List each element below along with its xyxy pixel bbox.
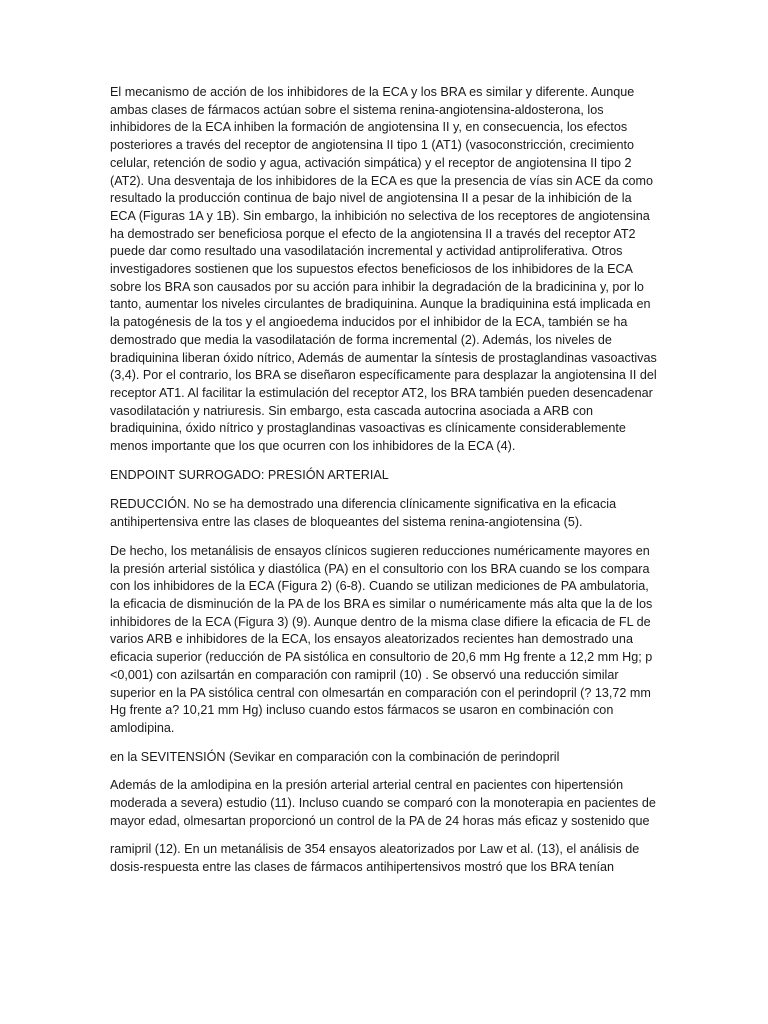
paragraph-reduction: REDUCCIÓN. No se ha demostrado una diferencia clínicamente significativa en la eficacia antihipertensiva entre las clases de bloqueantes del sistema renina-angiotensina (5). xyxy=(110,497,617,530)
paragraph-amlodipine: Además de la amlodipina en la presión arterial arterial central en pacientes con hipertensión moderada a severa) estudio (11). Incluso cuando se comparó con la monoterapia en pacientes de mayor edad, olmesartan proporcionó un control de la PA de 24 horas más eficaz y sostenido que xyxy=(110,778,656,828)
paragraph-sevitension: en la SEVITENSIÓN (Sevikar en comparación con la combinación de perindopril xyxy=(110,749,560,764)
section-heading-endpoint: ENDPOINT SURROGADO: PRESIÓN ARTERIAL xyxy=(110,467,389,482)
paragraph-mechanism: El mecanismo de acción de los inhibidores de la ECA y los BRA es similar y diferente. Aunque ambas clases de fármacos actúan sobre el sistema renina-angiotensina-aldosterona, los inhibidores de la ECA inhiben la formación de angiotensina II y, en consecuencia, los efectos posteriores a través del receptor de angiotensina II tipo 1 (AT1) (vasoconstricción, crecimiento celular, retención de sodio y agua, activación simpática) y el receptor de angiotensina II tipo 2 (AT2). Una desventaja de los inhibidores de la ECA es que la presencia de vías sin ACE da como resultado la producción continua de bajo nivel de angiotensina II a pesar de la inhibición de la ECA (Figuras 1A y 1B). Sin embargo, la inhibición no selectiva de los receptores de angiotensina ha demostrado ser beneficiosa porque el efecto de la angiotensina II a través del receptor AT2 puede dar como resultado una vasodilatación incremental y actividad antiproliferativa. Otros investigadores sostienen que los supuestos efectos beneficiosos de los inhibidores de la ECA sobre los BRA son causados por su acción para inhibir la degradación de la bradicinina y, por lo tanto, aumentar los niveles circulantes de bradiquinina. Aunque la bradiquinina está implicada en la patogénesis de la tos y el angioedema inducidos por el inhibidor de la ECA, también se ha demostrado que media la vasodilatación de forma incremental (2). Además, los niveles de bradiquinina liberan óxido nítrico, Además de aumentar la síntesis de prostaglandinas vasoactivas (3,4). Por el contrario, los BRA se diseñaron específicamente para desplazar la angiotensina II del receptor AT1. Al facilitar la estimulación del receptor AT2, los BRA también pueden desencadenar vasodilatación y natriuresis. Sin embargo, esta cascada autocrina asociada a ARB con bradiquinina, óxido nítrico y prostaglandinas vasoactivas es clínicamente considerablemente menos importante que los que ocurren con los inhibidores de la ECA (4). xyxy=(110,85,657,454)
paragraph-metanalysis: De hecho, los metanálisis de ensayos clínicos sugieren reducciones numéricamente mayores en la presión arterial sistólica y diastólica (PA) en el consultorio con los BRA cuando se los compara con los inhibidores de la ECA (Figura 2) (6-8). Cuando se utilizan mediciones de PA ambulatoria, la eficacia de disminución de la PA de los BRA es similar o numéricamente más alta que la de los inhibidores de la ECA (Figura 3) (9). Aunque dentro de la misma clase difiere la eficacia de FL de varios ARB e inhibidores de la ECA, los ensayos aleatorizados recientes han demostrado una eficacia superior (reducción de PA sistólica en consultorio de 20,6 mm Hg frente a 12,2 mm Hg; p <0,001) con azilsartán en comparación con ramipril (10) . Se observó una reducción similar superior en la PA sistólica central con olmesartán en comparación con el perindopril (? 13,72 mm Hg frente a? 10,21 mm Hg) incluso cuando estos fármacos se usaron en combinación con amlodipina. xyxy=(110,543,653,735)
document-page xyxy=(110,84,660,888)
paragraph-ramipril: ramipril (12). En un metanálisis de 354 ensayos aleatorizados por Law et al. (13), el análisis de dosis-respuesta entre las clases de fármacos antihipertensivos mostró que los BRA tenían xyxy=(110,842,640,875)
